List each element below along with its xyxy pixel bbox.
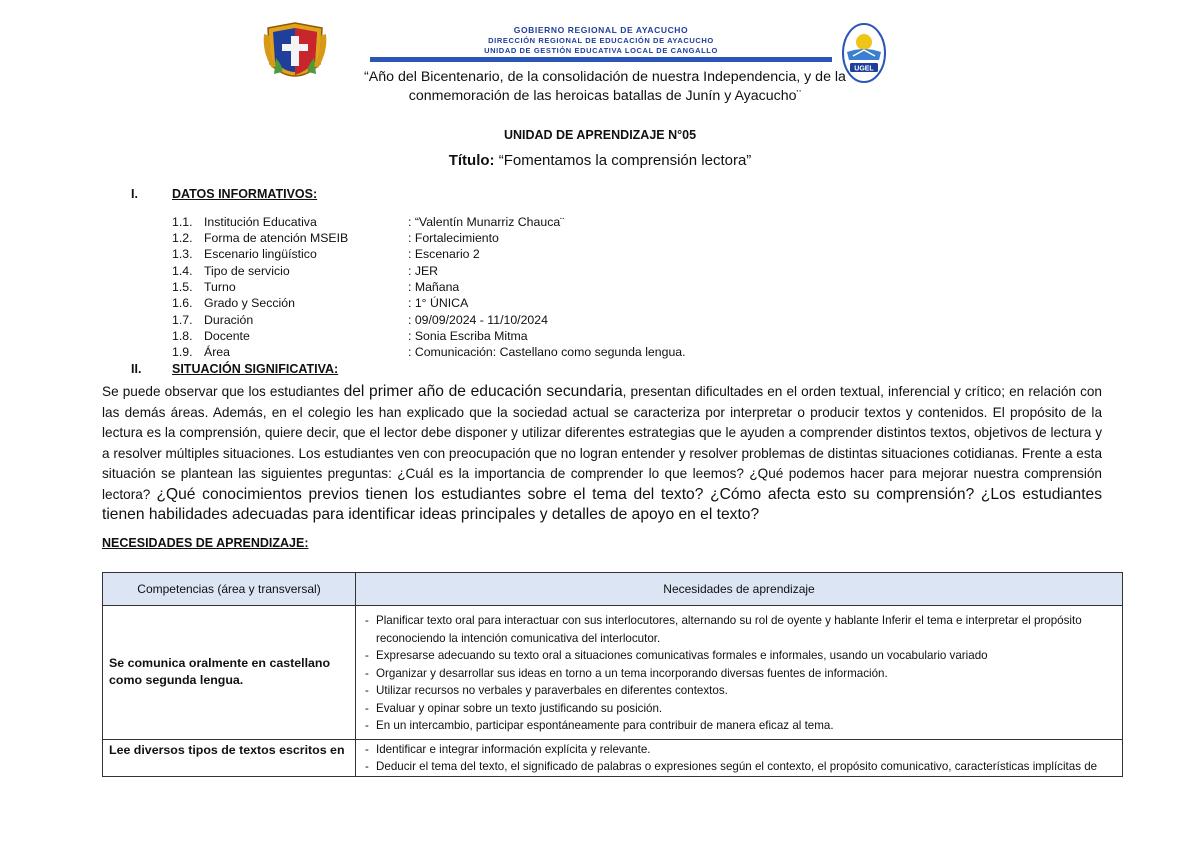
need-item: - Organizar y desarrollar sus ideas en torno a un tema incorporando diversas fuentes de información. bbox=[363, 665, 1114, 683]
competence-name: Lee diversos tipos de textos escritos en bbox=[109, 742, 345, 757]
competence-cell bbox=[103, 606, 356, 740]
need-item: - Utilizar recursos no verbales y paraverbales en diferentes contextos. bbox=[363, 682, 1114, 700]
info-value: : 1° ÚNICA bbox=[408, 296, 469, 310]
section-1-number: I. bbox=[131, 187, 138, 201]
unit-title: UNIDAD DE APRENDIZAJE N°05 bbox=[503, 128, 697, 142]
info-row bbox=[172, 344, 686, 360]
needs-list bbox=[356, 741, 1122, 776]
info-row bbox=[172, 263, 439, 279]
year-motto-line-2: conmemoración de las heroicas batallas de Junín y Ayacucho¨ bbox=[408, 88, 802, 104]
need-item: - Expresarse adecuando su texto oral a situaciones comunicativas formales e informales, usando un vocabulario variado bbox=[363, 647, 1114, 665]
info-row bbox=[172, 312, 548, 328]
info-num: 1.7. bbox=[172, 313, 193, 327]
info-label: Institución Educativa bbox=[204, 215, 317, 229]
info-num: 1.3. bbox=[172, 247, 193, 261]
column-header-needs: Necesidades de aprendizaje bbox=[356, 573, 1123, 606]
info-row bbox=[172, 214, 565, 230]
info-value: : 09/09/2024 - 11/10/2024 bbox=[408, 313, 548, 327]
info-value: : Fortalecimiento bbox=[408, 231, 499, 245]
info-label: Turno bbox=[204, 280, 236, 294]
info-num: 1.1. bbox=[172, 215, 193, 229]
info-row bbox=[172, 279, 460, 295]
info-row bbox=[172, 328, 528, 344]
situation-text-emphasis: del primer año de educación secundaria bbox=[343, 383, 623, 400]
year-motto-line-1: “Año del Bicentenario, de la consolidación de nuestra Independencia, y de la bbox=[364, 69, 846, 85]
competence-name: Se comunica oralmente en castellano como segunda lengua. bbox=[109, 656, 331, 688]
needs-heading: NECESIDADES DE APRENDIZAJE: bbox=[102, 536, 309, 550]
competence-cell bbox=[103, 739, 356, 776]
situation-text-questions: ¿Qué conocimientos previos tienen los estudiantes sobre el tema del texto? ¿Cómo afecta esto su comprensión? ¿Los estudiantes tienen habilidades adecuadas para identificar ideas principales y detalles de apoyo en el texto? bbox=[102, 485, 1103, 523]
situation-text-middle: , presentan dificultades en el orden textual, inferencial y crítico; en relación con las demás áreas. Además, en el colegio les han explicado que la sociedad actual se caracteriza por interpretar o producir textos y contenidos. El propósito de la lectura es la comprensión, quiere decir, que el lector debe disponer y utilizar diferentes estrategias que le ayuden a comprender distintos textos, objetivos de lectura y a resolver múltiples situaciones. Los estudiantes ven con preocupación que no logran entender y resolver problemas de distintas situaciones cotidianas. Frente a esta situación se plantean las siguientes preguntas: ¿Cuál es la importancia de comprender lo que leemos? ¿Qué podemos hacer para mejorar nuestra comprensión lectora? bbox=[102, 384, 1102, 502]
info-value: : Mañana bbox=[408, 280, 460, 294]
year-motto bbox=[360, 68, 850, 106]
need-item: - Identificar e integrar información explícita y relevante. bbox=[363, 741, 1114, 759]
info-label: Grado y Sección bbox=[204, 296, 295, 310]
section-2-title: SITUACIÓN SIGNIFICATIVA: bbox=[172, 362, 339, 376]
gov-line-2: DIRECCIÓN REGIONAL DE EDUCACIÓN DE AYACUCHO bbox=[488, 36, 714, 45]
need-item: - En un intercambio, participar espontáneamente para contribuir de manera eficaz al tema. bbox=[363, 717, 1114, 735]
column-header-competencies: Competencias (área y transversal) bbox=[103, 573, 356, 606]
needs-table bbox=[102, 572, 1123, 777]
info-label: Duración bbox=[204, 313, 254, 327]
info-label: Área bbox=[204, 345, 230, 359]
info-value: : Comunicación: Castellano como segunda lengua. bbox=[408, 345, 686, 359]
ugel-logo-text: UGEL bbox=[854, 65, 874, 73]
gov-line-1: GOBIERNO REGIONAL DE AYACUCHO bbox=[513, 25, 689, 35]
need-item: - Planificar texto oral para interactuar con sus interlocutores, alternando su rol de oyente y hablante Inferir el tema e interpretar el propósito reconociendo la intención comunicativa del interlocutor. bbox=[363, 612, 1114, 647]
info-row bbox=[172, 246, 480, 262]
regional-government-logo bbox=[262, 22, 328, 90]
info-value: : Sonia Escriba Mitma bbox=[408, 329, 528, 343]
situation-paragraph bbox=[102, 382, 1102, 526]
subtitle-value: “Fomentamos la comprensión lectora” bbox=[494, 152, 752, 169]
section-2-number: II. bbox=[131, 362, 142, 376]
info-num: 1.6. bbox=[172, 296, 193, 310]
table-row bbox=[103, 606, 1123, 740]
table-header-row bbox=[103, 573, 1123, 606]
table-row bbox=[103, 739, 1123, 776]
section-1-title: DATOS INFORMATIVOS: bbox=[172, 187, 318, 201]
info-num: 1.5. bbox=[172, 280, 193, 294]
info-row bbox=[172, 230, 499, 246]
info-value: : Escenario 2 bbox=[408, 247, 480, 261]
info-value: : JER bbox=[408, 264, 439, 278]
header-divider bbox=[370, 57, 832, 62]
info-num: 1.2. bbox=[172, 231, 193, 245]
situation-text-start: Se puede observar que los estudiantes bbox=[102, 384, 344, 399]
info-label: Docente bbox=[204, 329, 250, 343]
info-num: 1.9. bbox=[172, 345, 193, 359]
unit-subtitle bbox=[0, 152, 1200, 169]
needs-cell bbox=[356, 739, 1123, 776]
info-num: 1.8. bbox=[172, 329, 193, 343]
needs-list bbox=[356, 612, 1122, 735]
info-num: 1.4. bbox=[172, 264, 193, 278]
info-label: Forma de atención MSEIB bbox=[204, 231, 349, 245]
info-row bbox=[172, 295, 469, 311]
needs-cell bbox=[356, 606, 1123, 740]
info-value: : “Valentín Munarriz Chauca¨ bbox=[408, 215, 565, 229]
need-item: - Deducir el tema del texto, el significado de palabras o expresiones según el contexto, el propósito comunicativo, características implícitas de bbox=[363, 758, 1114, 776]
subtitle-label: Título: bbox=[448, 152, 495, 169]
gov-line-3: UNIDAD DE GESTIÓN EDUCATIVA LOCAL DE CANGALLO bbox=[484, 46, 718, 55]
info-label: Escenario lingüístico bbox=[204, 247, 317, 261]
info-label: Tipo de servicio bbox=[204, 264, 290, 278]
need-item: - Evaluar y opinar sobre un texto justificando su posición. bbox=[363, 700, 1114, 718]
